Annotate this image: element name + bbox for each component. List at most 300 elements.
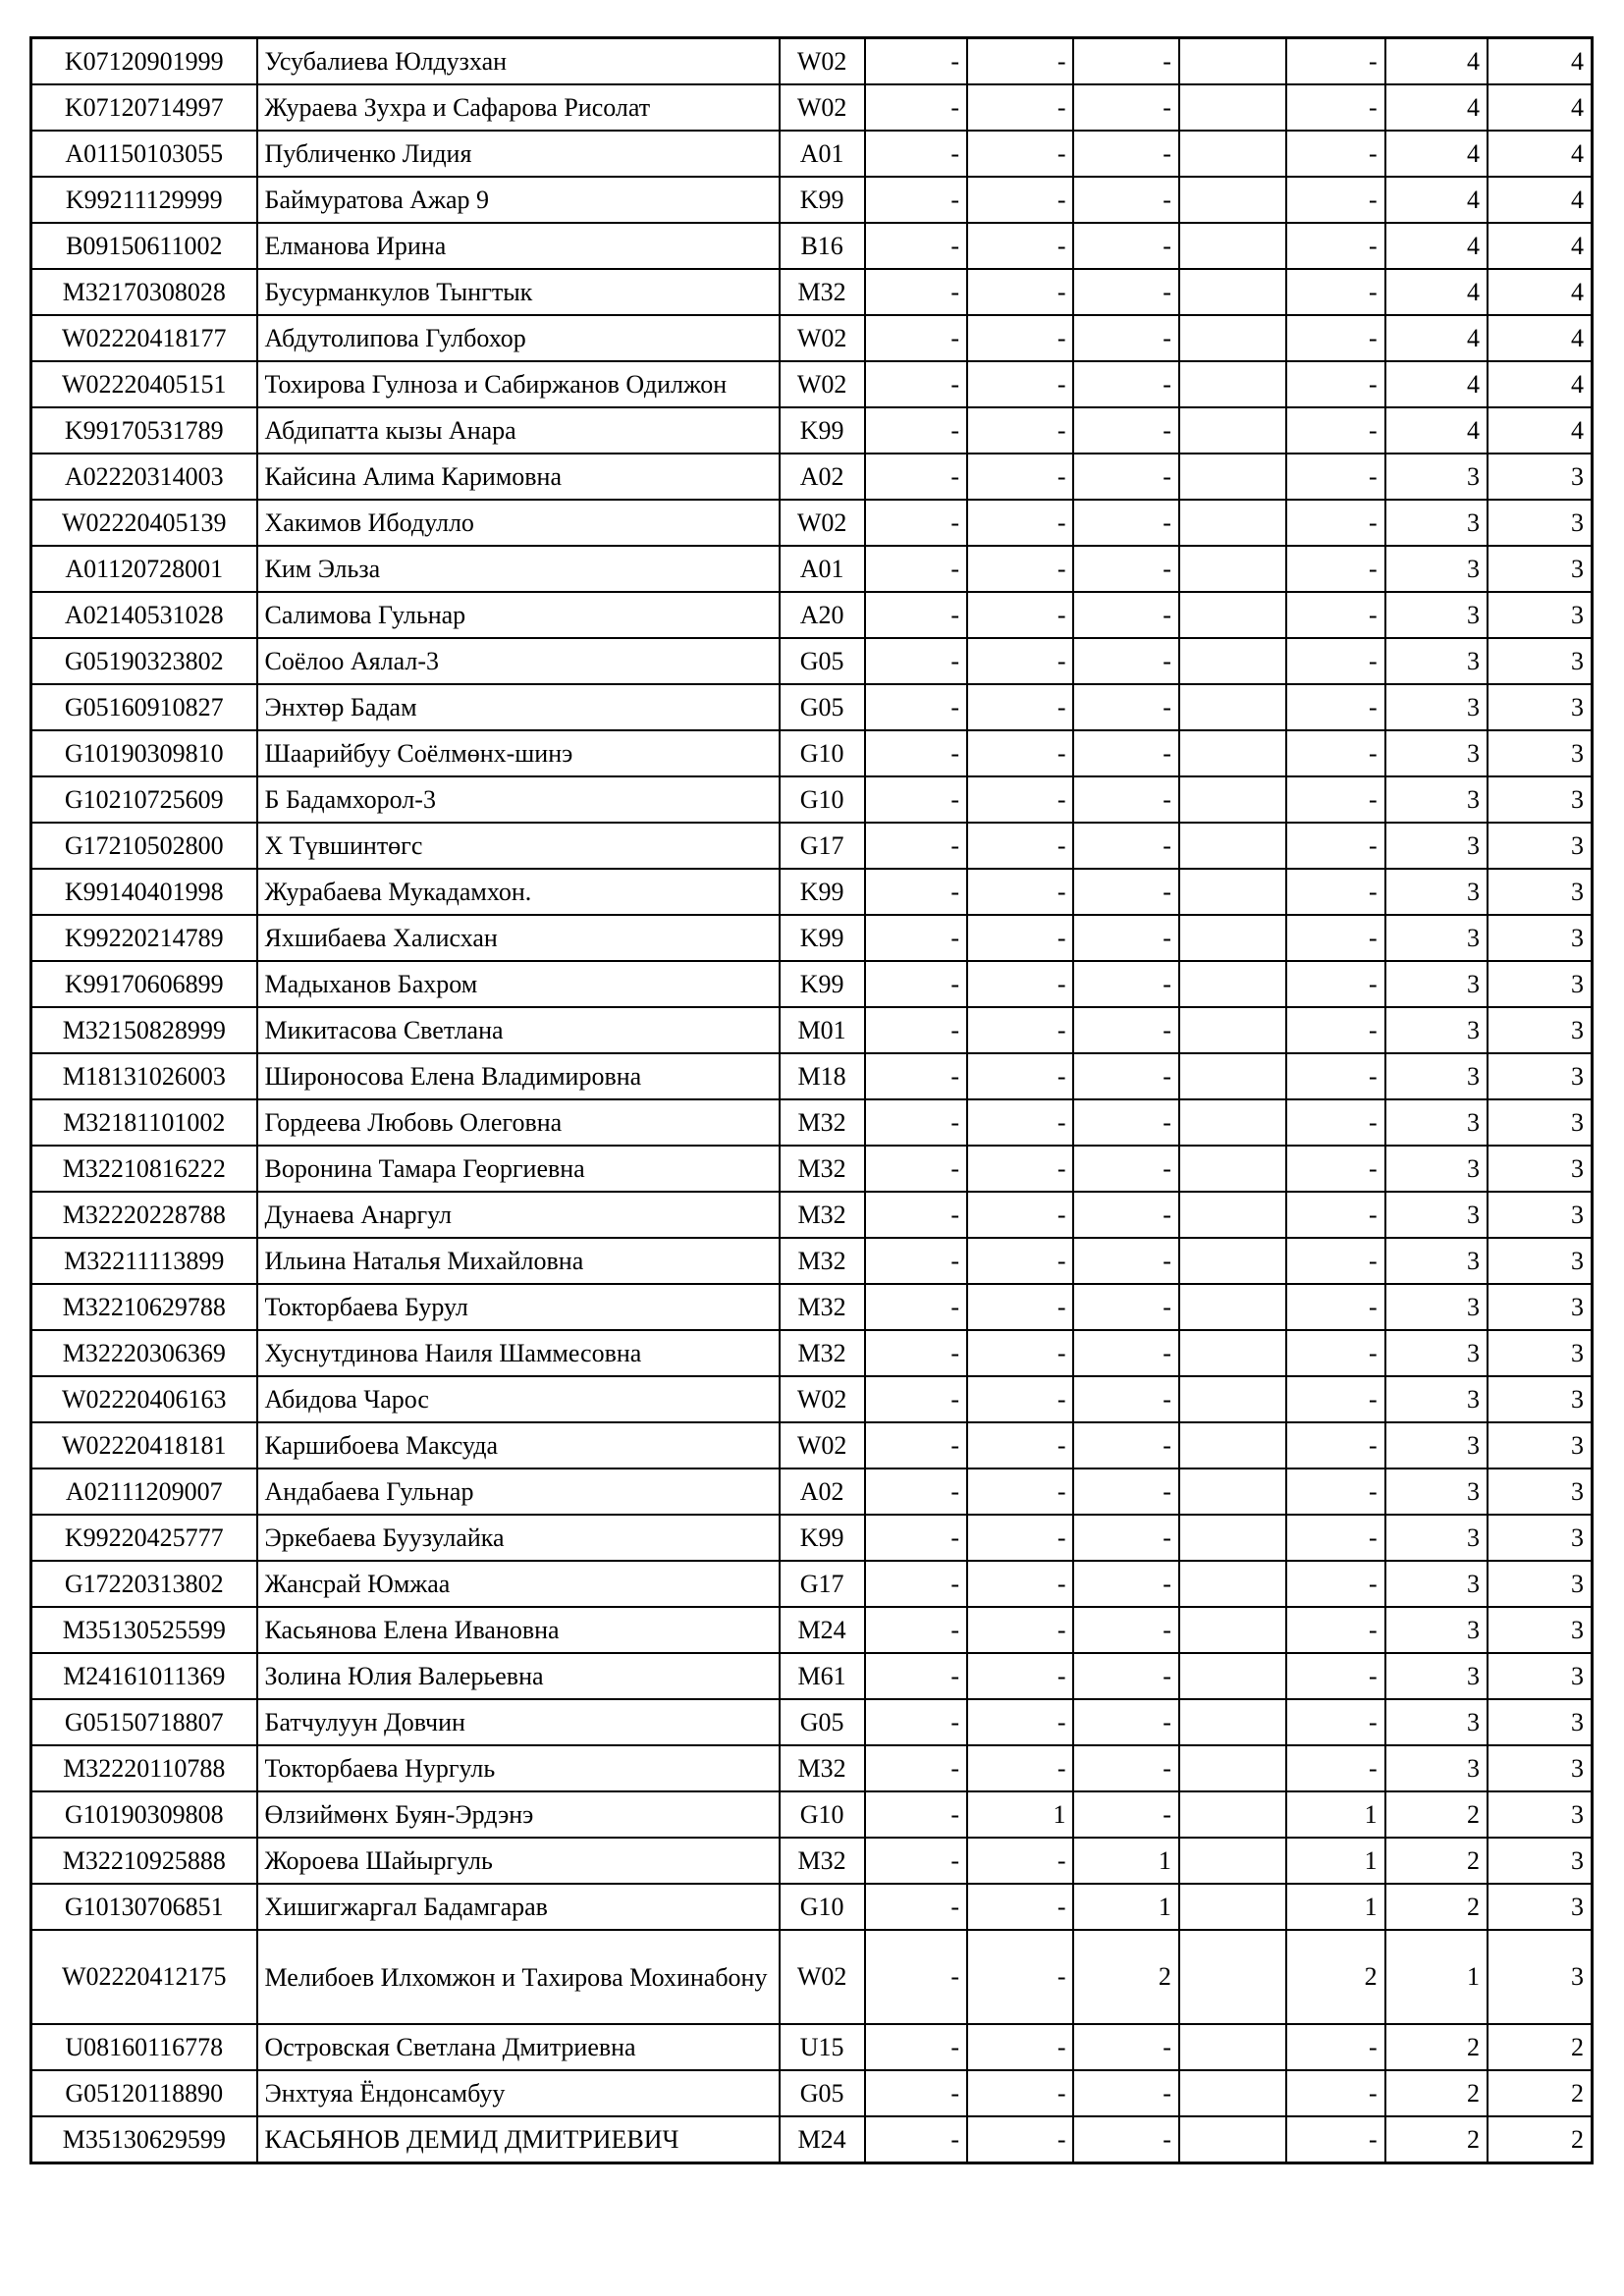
code-cell: M32220228788 (31, 1192, 257, 1238)
col1-cell: - (865, 361, 967, 407)
col4-cell (1179, 1330, 1286, 1376)
total-cell: 3 (1488, 1561, 1592, 1607)
table-row (31, 1238, 1593, 1284)
col1-cell: - (865, 1146, 967, 1192)
name-cell: Елманова Ирина (257, 223, 780, 269)
col3-cell: - (1073, 592, 1178, 638)
col6-cell: 2 (1385, 2024, 1488, 2070)
code-cell: A01150103055 (31, 131, 257, 177)
table-row (31, 1653, 1593, 1699)
group-cell: M32 (780, 1238, 865, 1284)
col5-cell: - (1286, 1238, 1384, 1284)
code-cell: W02220405151 (31, 361, 257, 407)
col2-cell: - (967, 269, 1073, 315)
col6-cell: 3 (1385, 1607, 1488, 1653)
code-cell: M32210816222 (31, 1146, 257, 1192)
table-row (31, 1007, 1593, 1053)
col5-cell: - (1286, 730, 1384, 776)
col6-cell: 4 (1385, 38, 1488, 85)
col6-cell: 3 (1385, 1468, 1488, 1515)
group-cell: K99 (780, 407, 865, 454)
name-cell: Воронина Тамара Георгиевна (257, 1146, 780, 1192)
total-cell: 3 (1488, 1192, 1592, 1238)
code-cell: G17210502800 (31, 823, 257, 869)
table-row (31, 407, 1593, 454)
col1-cell: - (865, 1099, 967, 1146)
col3-cell: - (1073, 730, 1178, 776)
table-row (31, 1561, 1593, 1607)
group-cell: W02 (780, 84, 865, 131)
name-cell: Соёлоо Аялал-3 (257, 638, 780, 684)
group-cell: M32 (780, 1838, 865, 1884)
col4-cell (1179, 269, 1286, 315)
col2-cell: - (967, 961, 1073, 1007)
col4-cell (1179, 1284, 1286, 1330)
code-cell: G10130706851 (31, 1884, 257, 1930)
col6-cell: 3 (1385, 454, 1488, 500)
col6-cell: 3 (1385, 1146, 1488, 1192)
total-cell: 3 (1488, 1376, 1592, 1422)
col2-cell: - (967, 1561, 1073, 1607)
table-row (31, 361, 1593, 407)
table-row (31, 1838, 1593, 1884)
col6-cell: 3 (1385, 1422, 1488, 1468)
table-row (31, 2116, 1593, 2163)
group-cell: W02 (780, 1422, 865, 1468)
name-cell: Х Түвшинтөгс (257, 823, 780, 869)
code-cell: K07120714997 (31, 84, 257, 131)
col5-cell: - (1286, 1699, 1384, 1745)
col6-cell: 3 (1385, 1007, 1488, 1053)
group-cell: B16 (780, 223, 865, 269)
name-cell: Салимова Гульнар (257, 592, 780, 638)
col2-cell: - (967, 1099, 1073, 1146)
total-cell: 2 (1488, 2024, 1592, 2070)
col6-cell: 3 (1385, 1745, 1488, 1791)
group-cell: W02 (780, 1930, 865, 2024)
col6-cell: 3 (1385, 1330, 1488, 1376)
group-cell: M32 (780, 1192, 865, 1238)
col2-cell: - (967, 1838, 1073, 1884)
col5-cell: - (1286, 454, 1384, 500)
col6-cell: 3 (1385, 1284, 1488, 1330)
name-cell: Гордеева Любовь Олеговна (257, 1099, 780, 1146)
group-cell: K99 (780, 869, 865, 915)
name-cell: Бусурманкулов Тынгтык (257, 269, 780, 315)
code-cell: W02220418181 (31, 1422, 257, 1468)
col1-cell: - (865, 546, 967, 592)
code-cell: M35130525599 (31, 1607, 257, 1653)
name-cell: Яхшибаева Халисхан (257, 915, 780, 961)
col1-cell: - (865, 1791, 967, 1838)
code-cell: W02220412175 (31, 1930, 257, 2024)
col1-cell: - (865, 592, 967, 638)
col2-cell: - (967, 38, 1073, 85)
col6-cell: 3 (1385, 915, 1488, 961)
col5-cell: - (1286, 361, 1384, 407)
total-cell: 3 (1488, 1146, 1592, 1192)
col5-cell: 2 (1286, 1930, 1384, 2024)
col1-cell: - (865, 500, 967, 546)
col3-cell: - (1073, 177, 1178, 223)
col3-cell: - (1073, 1284, 1178, 1330)
code-cell: G10190309810 (31, 730, 257, 776)
table-row (31, 638, 1593, 684)
col2-cell: - (967, 361, 1073, 407)
col1-cell: - (865, 131, 967, 177)
col5-cell: - (1286, 1330, 1384, 1376)
col1-cell: - (865, 1699, 967, 1745)
col4-cell (1179, 1099, 1286, 1146)
table-body (31, 38, 1593, 2163)
col2-cell: - (967, 454, 1073, 500)
total-cell: 3 (1488, 1653, 1592, 1699)
col6-cell: 4 (1385, 407, 1488, 454)
col6-cell: 3 (1385, 1192, 1488, 1238)
table-row (31, 1884, 1593, 1930)
col3-cell: - (1073, 38, 1178, 85)
col6-cell: 3 (1385, 546, 1488, 592)
table-row (31, 546, 1593, 592)
col3-cell: - (1073, 1376, 1178, 1422)
name-cell: Журабаева Мукадамхон. (257, 869, 780, 915)
group-cell: G05 (780, 684, 865, 730)
col3-cell: - (1073, 223, 1178, 269)
table-row (31, 500, 1593, 546)
group-cell: W02 (780, 1376, 865, 1422)
col6-cell: 3 (1385, 1053, 1488, 1099)
group-cell: M01 (780, 1007, 865, 1053)
group-cell: G17 (780, 1561, 865, 1607)
col2-cell: - (967, 638, 1073, 684)
code-cell: G05150718807 (31, 1699, 257, 1745)
table-row (31, 592, 1593, 638)
table-row (31, 1699, 1593, 1745)
col3-cell: - (1073, 1653, 1178, 1699)
col6-cell: 4 (1385, 315, 1488, 361)
group-cell: G17 (780, 823, 865, 869)
col5-cell: - (1286, 1099, 1384, 1146)
col4-cell (1179, 638, 1286, 684)
total-cell: 3 (1488, 1007, 1592, 1053)
col3-cell: - (1073, 684, 1178, 730)
total-cell: 4 (1488, 131, 1592, 177)
group-cell: M32 (780, 1099, 865, 1146)
code-cell: U08160116778 (31, 2024, 257, 2070)
col4-cell (1179, 1238, 1286, 1284)
code-cell: G05190323802 (31, 638, 257, 684)
col2-cell: - (967, 1468, 1073, 1515)
col5-cell: - (1286, 1422, 1384, 1468)
col4-cell (1179, 84, 1286, 131)
total-cell: 3 (1488, 1699, 1592, 1745)
code-cell: G05120118890 (31, 2070, 257, 2116)
total-cell: 3 (1488, 1930, 1592, 2024)
col3-cell: - (1073, 1099, 1178, 1146)
total-cell: 4 (1488, 269, 1592, 315)
col5-cell: - (1286, 223, 1384, 269)
total-cell: 3 (1488, 1053, 1592, 1099)
name-cell: Жансрай Юмжаа (257, 1561, 780, 1607)
name-cell: Золина Юлия Валерьевна (257, 1653, 780, 1699)
table-row (31, 2024, 1593, 2070)
col5-cell: - (1286, 1607, 1384, 1653)
col3-cell: - (1073, 2070, 1178, 2116)
col1-cell: - (865, 2070, 967, 2116)
col5-cell: - (1286, 776, 1384, 823)
col2-cell: - (967, 1376, 1073, 1422)
col5-cell: - (1286, 1192, 1384, 1238)
group-cell: K99 (780, 915, 865, 961)
table-row (31, 1376, 1593, 1422)
name-cell: Ким Эльза (257, 546, 780, 592)
name-cell: Дунаева Анаргул (257, 1192, 780, 1238)
total-cell: 3 (1488, 546, 1592, 592)
table-row (31, 1745, 1593, 1791)
col1-cell: - (865, 1007, 967, 1053)
total-cell: 3 (1488, 915, 1592, 961)
col6-cell: 3 (1385, 1238, 1488, 1284)
col5-cell: - (1286, 2024, 1384, 2070)
name-cell: Токторбаева Нургуль (257, 1745, 780, 1791)
col3-cell: - (1073, 1791, 1178, 1838)
col2-cell: - (967, 2024, 1073, 2070)
col2-cell: - (967, 546, 1073, 592)
group-cell: G05 (780, 1699, 865, 1745)
group-cell: U15 (780, 2024, 865, 2070)
code-cell: A02140531028 (31, 592, 257, 638)
code-cell: M32220110788 (31, 1745, 257, 1791)
name-cell: Островская Светлана Дмитриевна (257, 2024, 780, 2070)
col5-cell: - (1286, 546, 1384, 592)
code-cell: M32210629788 (31, 1284, 257, 1330)
total-cell: 3 (1488, 730, 1592, 776)
col4-cell (1179, 407, 1286, 454)
col4-cell (1179, 1561, 1286, 1607)
col5-cell: - (1286, 1745, 1384, 1791)
total-cell: 3 (1488, 684, 1592, 730)
name-cell: Батчулуун Довчин (257, 1699, 780, 1745)
col4-cell (1179, 1791, 1286, 1838)
col5-cell: - (1286, 84, 1384, 131)
col4-cell (1179, 177, 1286, 223)
col1-cell: - (865, 1561, 967, 1607)
col2-cell: - (967, 84, 1073, 131)
table-row (31, 1607, 1593, 1653)
group-cell: M24 (780, 2116, 865, 2163)
col5-cell: - (1286, 1284, 1384, 1330)
col1-cell: - (865, 823, 967, 869)
col3-cell: 1 (1073, 1884, 1178, 1930)
col4-cell (1179, 823, 1286, 869)
col3-cell: - (1073, 500, 1178, 546)
col5-cell: - (1286, 1468, 1384, 1515)
col1-cell: - (865, 684, 967, 730)
name-cell: Широносова Елена Владимировна (257, 1053, 780, 1099)
col5-cell: - (1286, 38, 1384, 85)
group-cell: M32 (780, 269, 865, 315)
col5-cell: - (1286, 2116, 1384, 2163)
col1-cell: - (865, 1422, 967, 1468)
col2-cell: - (967, 1422, 1073, 1468)
table-row (31, 869, 1593, 915)
col2-cell: - (967, 1930, 1073, 2024)
col1-cell: - (865, 1653, 967, 1699)
col5-cell: - (1286, 823, 1384, 869)
col1-cell: - (865, 2116, 967, 2163)
table-row (31, 223, 1593, 269)
name-cell: Токторбаева Бурул (257, 1284, 780, 1330)
col6-cell: 3 (1385, 776, 1488, 823)
col5-cell: - (1286, 1561, 1384, 1607)
col4-cell (1179, 776, 1286, 823)
col4-cell (1179, 2116, 1286, 2163)
total-cell: 3 (1488, 500, 1592, 546)
code-cell: M32170308028 (31, 269, 257, 315)
code-cell: W02220406163 (31, 1376, 257, 1422)
col3-cell: - (1073, 2024, 1178, 2070)
col6-cell: 2 (1385, 1791, 1488, 1838)
col4-cell (1179, 500, 1286, 546)
col1-cell: - (865, 454, 967, 500)
col4-cell (1179, 592, 1286, 638)
col3-cell: - (1073, 1146, 1178, 1192)
col3-cell: - (1073, 407, 1178, 454)
group-cell: G10 (780, 776, 865, 823)
col4-cell (1179, 1192, 1286, 1238)
col1-cell: - (865, 638, 967, 684)
col5-cell: 1 (1286, 1838, 1384, 1884)
col6-cell: 3 (1385, 1699, 1488, 1745)
name-cell: Каршибоева Максуда (257, 1422, 780, 1468)
total-cell: 4 (1488, 315, 1592, 361)
col1-cell: - (865, 776, 967, 823)
name-cell: КАСЬЯНОВ ДЕМИД ДМИТРИЕВИЧ (257, 2116, 780, 2163)
col1-cell: - (865, 1745, 967, 1791)
col4-cell (1179, 223, 1286, 269)
total-cell: 3 (1488, 1468, 1592, 1515)
total-cell: 3 (1488, 1099, 1592, 1146)
col6-cell: 4 (1385, 177, 1488, 223)
col3-cell: - (1073, 915, 1178, 961)
col5-cell: - (1286, 315, 1384, 361)
col6-cell: 3 (1385, 869, 1488, 915)
col4-cell (1179, 1930, 1286, 2024)
table-row (31, 1053, 1593, 1099)
col2-cell: - (967, 131, 1073, 177)
table-row (31, 961, 1593, 1007)
code-cell: M32150828999 (31, 1007, 257, 1053)
total-cell: 3 (1488, 1838, 1592, 1884)
col5-cell: - (1286, 269, 1384, 315)
total-cell: 3 (1488, 776, 1592, 823)
col1-cell: - (865, 269, 967, 315)
total-cell: 3 (1488, 638, 1592, 684)
col2-cell: - (967, 1699, 1073, 1745)
col6-cell: 3 (1385, 1653, 1488, 1699)
table-row (31, 84, 1593, 131)
col4-cell (1179, 1745, 1286, 1791)
col3-cell: - (1073, 1515, 1178, 1561)
col2-cell: - (967, 500, 1073, 546)
table-row (31, 1099, 1593, 1146)
group-cell: M32 (780, 1745, 865, 1791)
col6-cell: 3 (1385, 1561, 1488, 1607)
table-row (31, 1515, 1593, 1561)
col2-cell: - (967, 592, 1073, 638)
col2-cell: - (967, 223, 1073, 269)
col5-cell: 1 (1286, 1884, 1384, 1930)
col2-cell: - (967, 1745, 1073, 1791)
col2-cell: - (967, 869, 1073, 915)
code-cell: G17220313802 (31, 1561, 257, 1607)
name-cell: Хуснутдинова Наиля Шаммесовна (257, 1330, 780, 1376)
col1-cell: - (865, 1468, 967, 1515)
name-cell: Эркебаева Буузулайка (257, 1515, 780, 1561)
col6-cell: 4 (1385, 131, 1488, 177)
total-cell: 3 (1488, 1238, 1592, 1284)
col2-cell: - (967, 1653, 1073, 1699)
col3-cell: - (1073, 1192, 1178, 1238)
code-cell: A02111209007 (31, 1468, 257, 1515)
col6-cell: 2 (1385, 2070, 1488, 2116)
col5-cell: - (1286, 2070, 1384, 2116)
group-cell: M61 (780, 1653, 865, 1699)
col6-cell: 4 (1385, 269, 1488, 315)
col4-cell (1179, 961, 1286, 1007)
code-cell: M32211113899 (31, 1238, 257, 1284)
code-cell: K07120901999 (31, 38, 257, 85)
code-cell: K99220425777 (31, 1515, 257, 1561)
col4-cell (1179, 684, 1286, 730)
col3-cell: - (1073, 1745, 1178, 1791)
table-row (31, 38, 1593, 85)
col2-cell: - (967, 177, 1073, 223)
total-cell: 4 (1488, 407, 1592, 454)
group-cell: A02 (780, 1468, 865, 1515)
total-cell: 3 (1488, 1884, 1592, 1930)
col4-cell (1179, 2070, 1286, 2116)
col1-cell: - (865, 1192, 967, 1238)
code-cell: G10210725609 (31, 776, 257, 823)
col4-cell (1179, 315, 1286, 361)
col3-cell: - (1073, 1561, 1178, 1607)
col5-cell: - (1286, 684, 1384, 730)
total-cell: 3 (1488, 1607, 1592, 1653)
col4-cell (1179, 915, 1286, 961)
name-cell: Усубалиева Юлдузхан (257, 38, 780, 85)
name-cell: Кайсина Алима Каримовна (257, 454, 780, 500)
table-row (31, 1791, 1593, 1838)
col2-cell: - (967, 1884, 1073, 1930)
col5-cell: - (1286, 500, 1384, 546)
col3-cell: 2 (1073, 1930, 1178, 2024)
table-row (31, 1284, 1593, 1330)
code-cell: W02220418177 (31, 315, 257, 361)
name-cell: Касьянова Елена Ивановна (257, 1607, 780, 1653)
col6-cell: 3 (1385, 823, 1488, 869)
col2-cell: - (967, 2116, 1073, 2163)
group-cell: A02 (780, 454, 865, 500)
total-cell: 3 (1488, 823, 1592, 869)
col1-cell: - (865, 1930, 967, 2024)
table-row (31, 1146, 1593, 1192)
col4-cell (1179, 1053, 1286, 1099)
total-cell: 3 (1488, 961, 1592, 1007)
col3-cell: - (1073, 1468, 1178, 1515)
col4-cell (1179, 546, 1286, 592)
total-cell: 3 (1488, 1745, 1592, 1791)
